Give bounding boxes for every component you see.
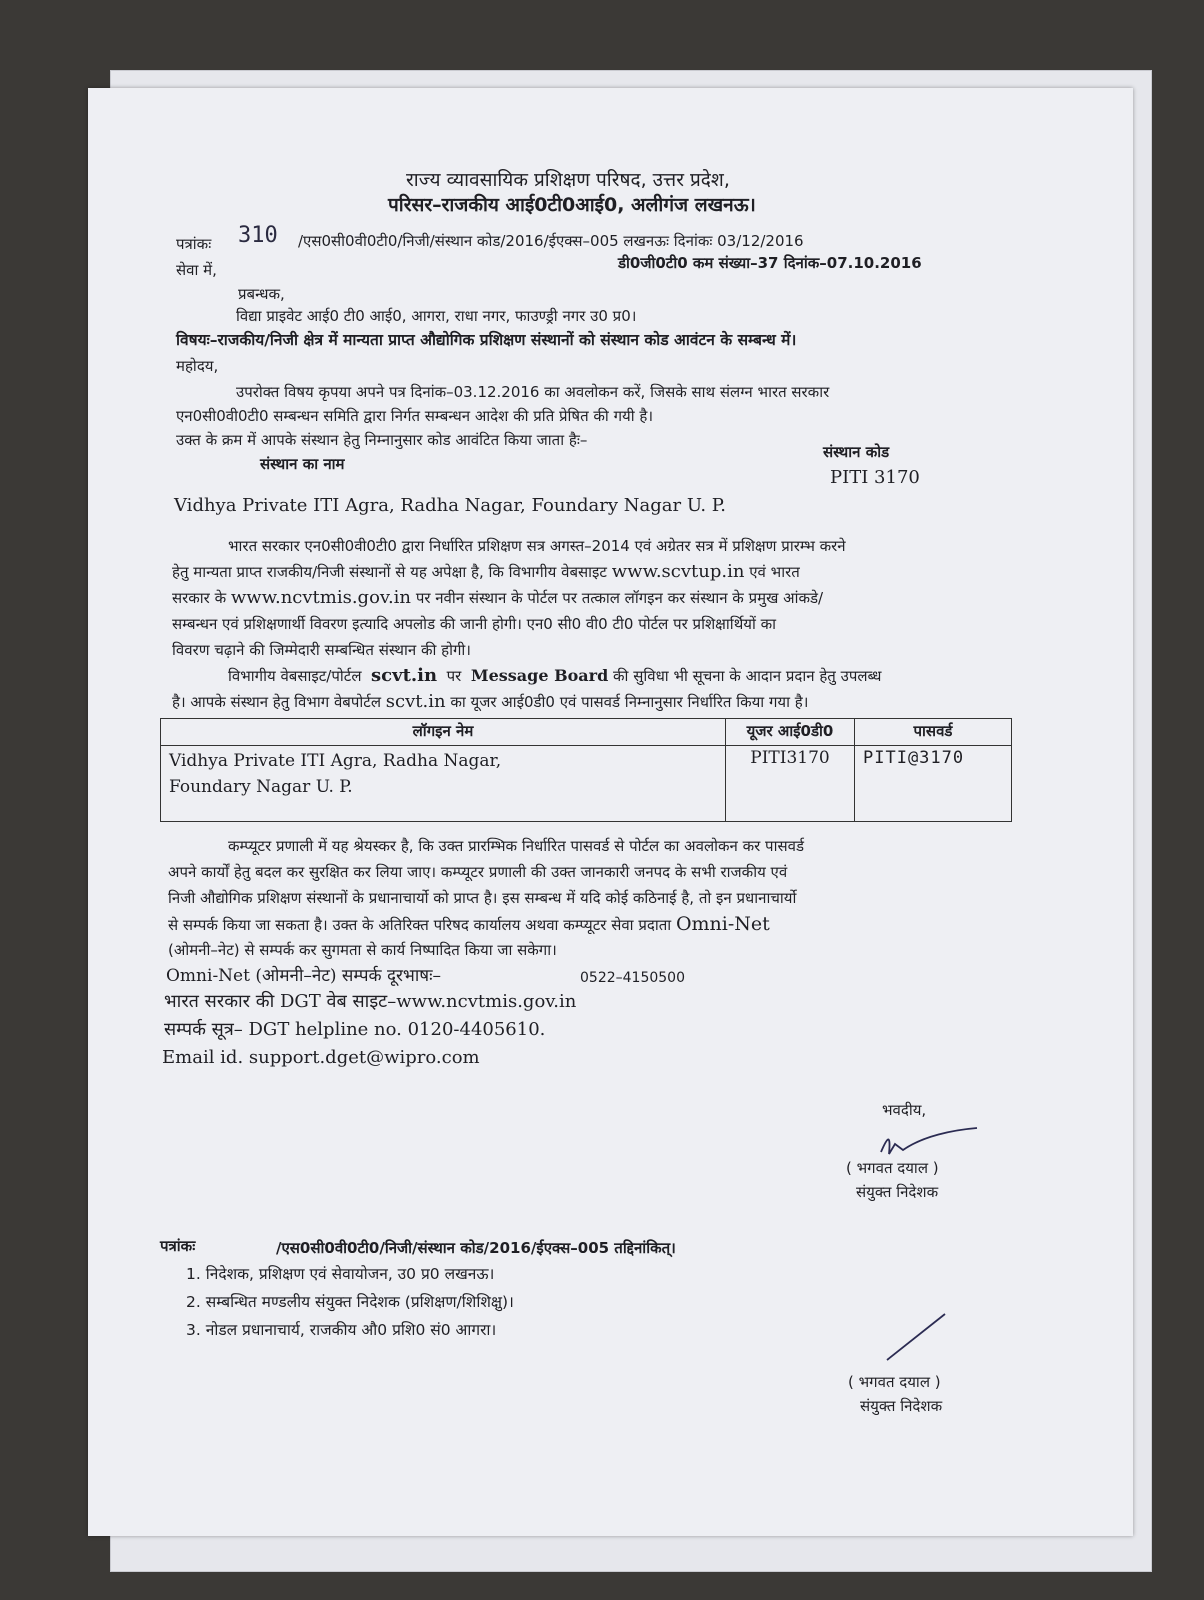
letterhead-line1: राज्य व्यावसायिक प्रशिक्षण परिषद, उत्तर प्रदेश, bbox=[406, 169, 730, 191]
dgt-line: डी0जी0टी0 कम संख्या–37 दिनांक–07.10.2016 bbox=[618, 254, 922, 272]
support-email: Email id. support.dget@wipro.com bbox=[162, 1047, 480, 1068]
dgt-helpline: सम्पर्क सूत्र– DGT helpline no. 0120-4405610. bbox=[164, 1019, 546, 1040]
para2-line4: सम्बन्धन एवं प्रशिक्षणार्थी विवरण इत्यादि अपलोड की जानी होगी। एन0 सी0 वी0 टी0 पोर्टल पर प्रशिक्षार्थियों का bbox=[172, 615, 777, 633]
scvt-site: scvt.in bbox=[371, 665, 438, 686]
letterhead-line2: परिसर–राजकीय आई0टी0आई0, अलीगंज लखनऊ। bbox=[388, 194, 756, 216]
salutation: महोदय, bbox=[176, 357, 219, 375]
login-name-line1: Vidhya Private ITI Agra, Radha Nagar, bbox=[169, 751, 502, 771]
para3-line2: है। आपके संस्थान हेतु विभाग वेबपोर्टल scvt.in का यूजर आई0डी0 एवं पासवर्ड निम्नानुसार निर्धारित किया गया है। bbox=[172, 691, 809, 712]
recipient-institute: विद्या प्राइवेट आई0 टी0 आई0, आगरा, राधा नगर, फाउण्ड्री नगर उ0 प्र0। bbox=[236, 307, 637, 325]
para4-line4: से सम्पर्क किया जा सकता है। उक्त के अतिरिक्त परिषद कार्यालय अथवा कम्प्यूटर सेवा प्रदाता Omni-Net bbox=[168, 913, 770, 935]
closing: भवदीय, bbox=[882, 1101, 927, 1119]
col-password: पासवर्ड bbox=[855, 719, 1012, 746]
copy-ref-text: /एस0सी0वी0टी0/निजी/संस्थान कोड/2016/ईएक्स–005 तद्दिनांकित्। bbox=[276, 1239, 676, 1257]
para1-line3: उक्त के क्रम में आपके संस्थान हेतु निम्नानुसार कोड आवंटित किया जाता हैः– bbox=[176, 431, 588, 449]
institute-code-header: संस्थान कोड bbox=[823, 443, 890, 461]
copy-item-1: 1. निदेशक, प्रशिक्षण एवं सेवायोजन, उ0 प्र0 लखनऊ। bbox=[186, 1265, 495, 1283]
omni-phone: 0522–4150500 bbox=[580, 970, 685, 986]
institute-name-header: संस्थान का नाम bbox=[260, 455, 345, 473]
password-cell: PITI@3170 bbox=[855, 746, 1012, 822]
ncvtmis-link: www.ncvtmis.gov.in bbox=[230, 587, 412, 608]
omni-contact-label: Omni-Net (ओमनी–नेट) सम्पर्क दूरभाषः– bbox=[166, 966, 442, 986]
recipient: प्रबन्धक, bbox=[238, 285, 285, 303]
col-login-name: लॉगइन नेम bbox=[161, 719, 726, 746]
scvt-site-2: scvt.in bbox=[385, 691, 446, 712]
copy-signatory-designation: संयुक्त निदेशक bbox=[860, 1397, 943, 1415]
para2-line3: सरकार के www.ncvtmis.gov.in पर नवीन संस्थान के पोर्टल पर तत्काल लॉगइन कर संस्थान के प्रमुख आंकडे/ bbox=[172, 587, 824, 608]
para4-line2: अपने कार्यों हेतु बदल कर सुरक्षित कर लिया जाए। कम्प्यूटर प्रणाली की उक्त जानकारी जनपद के सभी राजकीय एवं bbox=[168, 863, 788, 881]
para2-line2: हेतु मान्यता प्राप्त राजकीय/निजी संस्थानों से यह अपेक्षा है, कि विभागीय वेबसाइट www.scvtup.in एवं भारत bbox=[172, 561, 800, 582]
para1-line2: एन0सी0वी0टी0 सम्बन्धन समिति द्वारा निर्गत सम्बन्धन आदेश की प्रति प्रेषित की गयी है। bbox=[176, 407, 654, 425]
copy-ref-label: पत्रांकः bbox=[160, 1237, 196, 1255]
subject-line: विषयः–राजकीय/निजी क्षेत्र में मान्यता प्राप्त औद्योगिक प्रशिक्षण संस्थानों को संस्थान कोड आवंटन के सम्बन्ध में। bbox=[176, 331, 797, 349]
seva-mein: सेवा में, bbox=[176, 261, 217, 279]
ref-label: पत्रांकः bbox=[176, 235, 212, 253]
signatory-name: ( भगवत दयाल ) bbox=[846, 1159, 939, 1177]
copy-list bbox=[186, 1260, 514, 1344]
copy-item-3: 3. नोडल प्रधानाचार्य, राजकीय औ0 प्रशि0 सं0 आगरा। bbox=[186, 1321, 497, 1339]
para4-line1: कम्प्यूटर प्रणाली में यह श्रेयस्कर है, कि उक्त प्रारम्भिक निर्धारित पासवर्ड से पोर्टल का अवलोकन कर पासवर्ड bbox=[228, 837, 804, 855]
login-name-cell bbox=[161, 746, 726, 822]
copy-signatory-name: ( भगवत दयाल ) bbox=[848, 1373, 941, 1391]
signatory-designation: संयुक्त निदेशक bbox=[856, 1183, 939, 1201]
credentials-row bbox=[161, 746, 1012, 822]
col-user-id: यूजर आई0डी0 bbox=[726, 719, 855, 746]
para3-line1: विभागीय वेबसाइट/पोर्टल scvt.in पर Message Board की सुविधा भी सूचना के आदान प्रदान हेतु उपलब्ध bbox=[228, 665, 882, 686]
para4-line5: (ओमनी–नेट) से सम्पर्क कर सुगमता से कार्य निष्पादित किया जा सकेगा। bbox=[168, 941, 557, 959]
user-id-cell: PITI3170 bbox=[726, 746, 855, 822]
para2-line1: भारत सरकार एन0सी0वी0टी0 द्वारा निर्धारित प्रशिक्षण सत्र अगस्त–2014 एवं अग्रेतर सत्र में प्रशिक्षण प्रारम्भ करने bbox=[228, 537, 846, 555]
omni-net: Omni-Net bbox=[675, 913, 770, 935]
para1-line1: उपरोक्त विषय कृपया अपने पत्र दिनांक–03.12.2016 का अवलोकन करें, जिसके साथ संलग्न भारत सरकार bbox=[236, 383, 830, 401]
ref-number: 310 bbox=[238, 223, 278, 248]
login-name-line2: Foundary Nagar U. P. bbox=[169, 777, 353, 797]
institute-name-value: Vidhya Private ITI Agra, Radha Nagar, Foundary Nagar U. P. bbox=[174, 495, 726, 516]
credentials-header-row bbox=[161, 719, 1012, 746]
credentials-table bbox=[160, 718, 1012, 822]
para2-line5: विवरण चढ़ाने की जिम्मेदारी सम्बन्धित संस्थान की होगी। bbox=[172, 641, 471, 659]
message-board: Message Board bbox=[470, 666, 609, 685]
letter-page bbox=[88, 88, 1133, 1536]
para4-line3: निजी औद्योगिक प्रशिक्षण संस्थानों के प्रधानाचार्यो को प्राप्त है। इस सम्बन्ध में यदि कोई कठिनाई है, तो इन प्रधानाचार्यो bbox=[168, 889, 797, 907]
ref-text: /एस0सी0वी0टी0/निजी/संस्थान कोड/2016/ईएक्स–005 लखनऊः दिनांकः 03/12/2016 bbox=[298, 232, 804, 250]
institute-code-value: PITI 3170 bbox=[830, 467, 920, 488]
initials-mark bbox=[883, 1310, 953, 1365]
copy-item-2: 2. सम्बन्धित मण्डलीय संयुक्त निदेशक (प्रशिक्षण/शिशिक्षु)। bbox=[186, 1293, 514, 1311]
scvtup-link: www.scvtup.in bbox=[611, 561, 745, 582]
dgt-site: भारत सरकार की DGT वेब साइट–www.ncvtmis.gov.in bbox=[164, 991, 577, 1012]
